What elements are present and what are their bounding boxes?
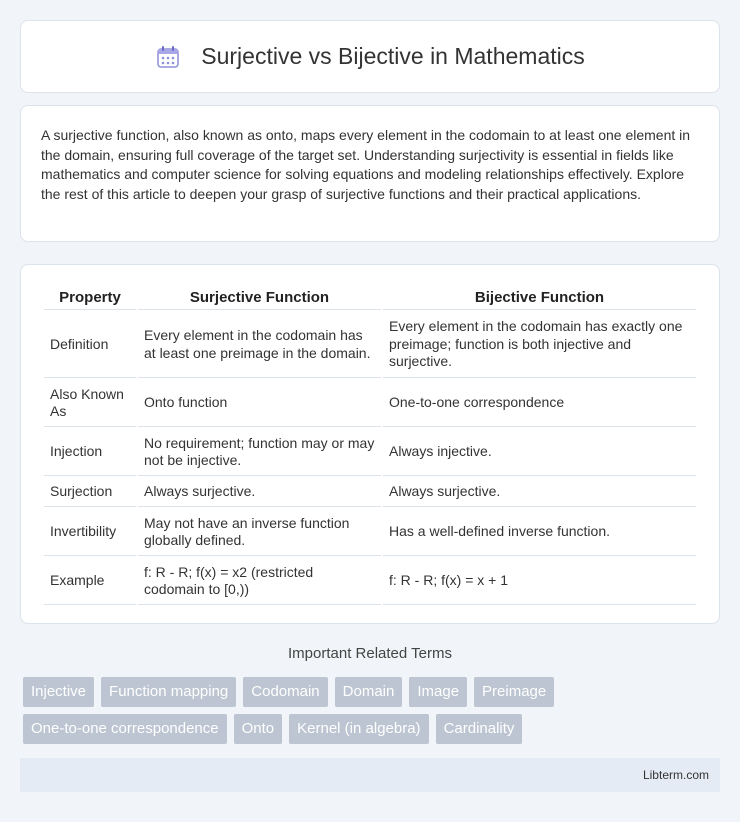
column-header: Property [44,285,136,310]
table-cell: f: R - R; f(x) = x + 1 [383,558,696,605]
table-cell: Example [44,558,136,605]
tag-link[interactable]: Domain [335,677,403,707]
comparison-table-card [20,264,720,624]
column-header: Bijective Function [383,285,696,310]
tag-link[interactable]: Image [409,677,467,707]
tag-link[interactable]: Function mapping [101,677,236,707]
table-cell: Always injective. [383,429,696,476]
intro-card [20,105,720,242]
table-cell: Every element in the codomain has exactly one preimage; function is both injective and surjective. [383,312,696,378]
related-terms-list [23,677,723,744]
table-row [44,312,696,378]
table-cell: Always surjective. [138,478,381,507]
tag-link[interactable]: One-to-one correspondence [23,714,227,744]
tag-link[interactable]: Preimage [474,677,554,707]
table-cell: Every element in the codomain has at least one preimage in the domain. [138,312,381,378]
tag-link[interactable]: Codomain [243,677,327,707]
table-cell: f: R - R; f(x) = x2 (restricted codomain to [0,)) [138,558,381,605]
tag-link[interactable]: Kernel (in algebra) [289,714,428,744]
table-cell: Surjection [44,478,136,507]
tag-link[interactable]: Onto [234,714,283,744]
table-cell: One-to-one correspondence [383,380,696,427]
tag-link[interactable]: Cardinality [436,714,523,744]
intro-text: A surjective function, also known as onto, maps every element in the codomain to at least one element in the domain, ensuring full coverage of the target set. Understanding surjectivity is essential in fields like mathematics and computer science for solving equations and modeling relationships effectively. Explore the rest of this article to deepen your grasp of surjective functions and their practical applications. [41,127,691,202]
table-cell: Injection [44,429,136,476]
table-row [44,509,696,556]
column-header: Surjective Function [138,285,381,310]
table-cell: Definition [44,312,136,378]
table-cell: No requirement; function may or may not be injective. [138,429,381,476]
table-row [44,478,696,507]
title-card [20,20,720,93]
table-cell: Has a well-defined inverse function. [383,509,696,556]
table-row [44,429,696,476]
footer [20,758,720,792]
related-terms-title: Important Related Terms [288,645,452,662]
table-row [44,380,696,427]
table-header-row [44,285,696,310]
tag-link[interactable]: Injective [23,677,94,707]
page-title: Surjective vs Bijective in Mathematics [201,43,585,69]
table-cell: Always surjective. [383,478,696,507]
table-cell: Onto function [138,380,381,427]
table-cell: May not have an inverse function globally defined. [138,509,381,556]
comparison-table [42,283,698,607]
table-row [44,558,696,605]
calendar-icon [155,44,181,70]
table-cell: Also Known As [44,380,136,427]
footer-site-link[interactable]: Libterm.com [642,768,709,782]
table-cell: Invertibility [44,509,136,556]
